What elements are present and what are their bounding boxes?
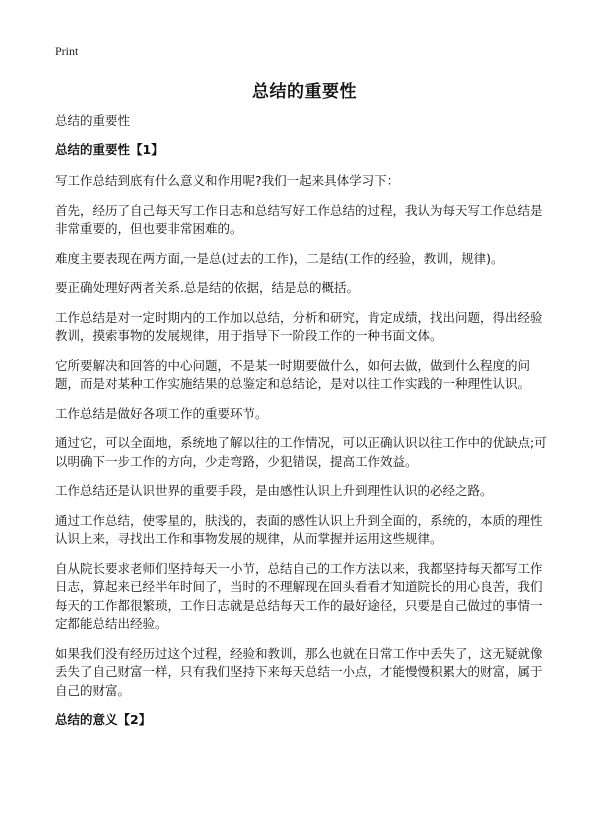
- paragraph: 如果我们没有经历过这个过程，经验和教训，那么也就在日常工作中丢失了，这无疑就像丢失了自己财富一样，只有我们坚持下来每天总结一小点，才能慢慢积累大的财富，属于自己的财富。: [55, 645, 543, 698]
- paragraph: 工作总结还是认识世界的重要手段，是由感性认识上升到理性认识的必经之路。: [55, 483, 493, 498]
- paragraph: 工作总结是对一定时期内的工作加以总结，分析和研究，肯定成绩，找出问题，得出经验教训，摸索事物的发展规律，用于指导下一阶段工作的一种书面文体。: [55, 309, 543, 343]
- section-heading: 总结的重要性【1】: [55, 142, 164, 157]
- section-heading: 总结的意义【2】: [55, 712, 152, 727]
- document-subtitle: 总结的重要性: [55, 113, 131, 128]
- paragraph: 通过工作总结，使零星的，肤浅的，表面的感性认识上升到全面的，系统的，本质的理性认识上来，寻找出工作和事物发展的规律，从而掌握并运用这些规律。: [55, 512, 543, 546]
- paragraph: 通过它，可以全面地，系统地了解以往的工作情况，可以正确认识以往工作中的优缺点;可以明确下一步工作的方向，少走弯路，少犯错误，提高工作效益。: [55, 435, 547, 469]
- paragraph: 工作总结是做好各项工作的重要环节。: [55, 405, 268, 421]
- paragraph: 写工作总结到底有什么意义和作用呢?我们一起来具体学习下：: [55, 173, 400, 188]
- paragraph: 难度主要表现在两方面,一是总(过去的工作)，二是结(工作的经验，教训，规律)。: [55, 250, 504, 266]
- paragraph: 自从院长要求老师们坚持每天一小节，总结自己的工作方法以来，我都坚持每天都写工作日志，算起来已经半年时间了，当时的不理解现在回头看看才知道院长的用心良苦，我们每天的工作都很繁琐，工作日志就是总结每天工作的最好途径，只要是自己做过的事情一定都能总结出经验。: [55, 560, 543, 631]
- section-2: [55, 711, 554, 729]
- paragraph: 它所要解决和回答的中心问题，不是某一时期要做什么，如何去做，做到什么程度的问题，而是对某种工作实施结果的总鉴定和总结论，是对以往工作实践的一种理性认识。: [55, 357, 531, 391]
- paragraph: 要正确处理好两者关系.总是结的依据，结是总的概括。: [55, 280, 359, 295]
- paragraph: 首先，经历了自己每天写工作日志和总结写好工作总结的过程，我认为每天写工作总结是非常重要的，但也要非常困难的。: [55, 202, 543, 236]
- print-link[interactable]: Print: [55, 44, 79, 58]
- document-title: 总结的重要性: [252, 82, 357, 102]
- section-1: [55, 141, 554, 700]
